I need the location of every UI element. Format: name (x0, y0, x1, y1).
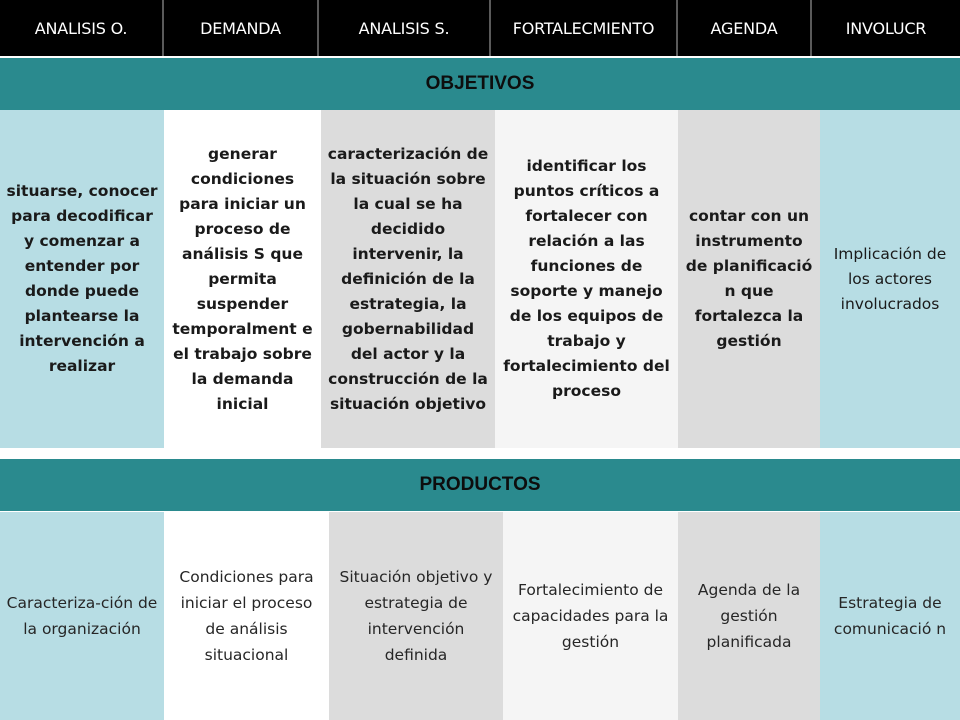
section-title-objetivos: OBJETIVOS (0, 58, 960, 110)
objetivo-analisis-s: caracterización de la situación sobre la cual se ha decidido intervenir, la definición de la estrategia, la gobernabilidad del actor y la construcción de la situación objetivo (321, 110, 495, 448)
tab-agenda[interactable]: AGENDA (678, 0, 812, 56)
tab-analisis-o[interactable]: ANALISIS O. (0, 0, 164, 56)
objetivo-analisis-o: situarse, conocer para decodificar y comenzar a entender por donde puede plantearse la intervención a realizar (0, 110, 164, 448)
producto-demanda: Condiciones para iniciar el proceso de análisis situacional (164, 512, 329, 720)
column-header-bar (0, 0, 960, 56)
tab-demanda[interactable]: DEMANDA (164, 0, 319, 56)
tab-fortalecimiento[interactable]: FORTALECMIENTO (491, 0, 678, 56)
objetivo-involucr: Implicación de los actores involucrados (820, 110, 960, 448)
producto-analisis-o: Caracteriza-ción de la organización (0, 512, 164, 720)
objetivo-demanda: generar condiciones para iniciar un proceso de análisis S que permita suspender temporalment e el trabajo sobre la demanda inicial (164, 110, 321, 448)
producto-fortalecimiento: Fortalecimiento de capacidades para la gestión (503, 512, 678, 720)
section-title-productos: PRODUCTOS (0, 459, 960, 511)
producto-involucr: Estrategia de comunicació n (820, 512, 960, 720)
objetivo-agenda: contar con un instrumento de planificació n que fortalezca la gestión (678, 110, 820, 448)
tab-involucr[interactable]: INVOLUCR (845, 18, 927, 38)
producto-agenda: Agenda de la gestión planificada (678, 512, 820, 720)
tab-analisis-s[interactable]: ANALISIS S. (319, 0, 491, 56)
objetivo-fortalecimiento: identificar los puntos críticos a fortalecer con relación a las funciones de soporte y manejo de los equipos de trabajo y fortalecimiento del proceso (495, 110, 678, 448)
producto-analisis-s: Situación objetivo y estrategia de intervención definida (329, 512, 503, 720)
